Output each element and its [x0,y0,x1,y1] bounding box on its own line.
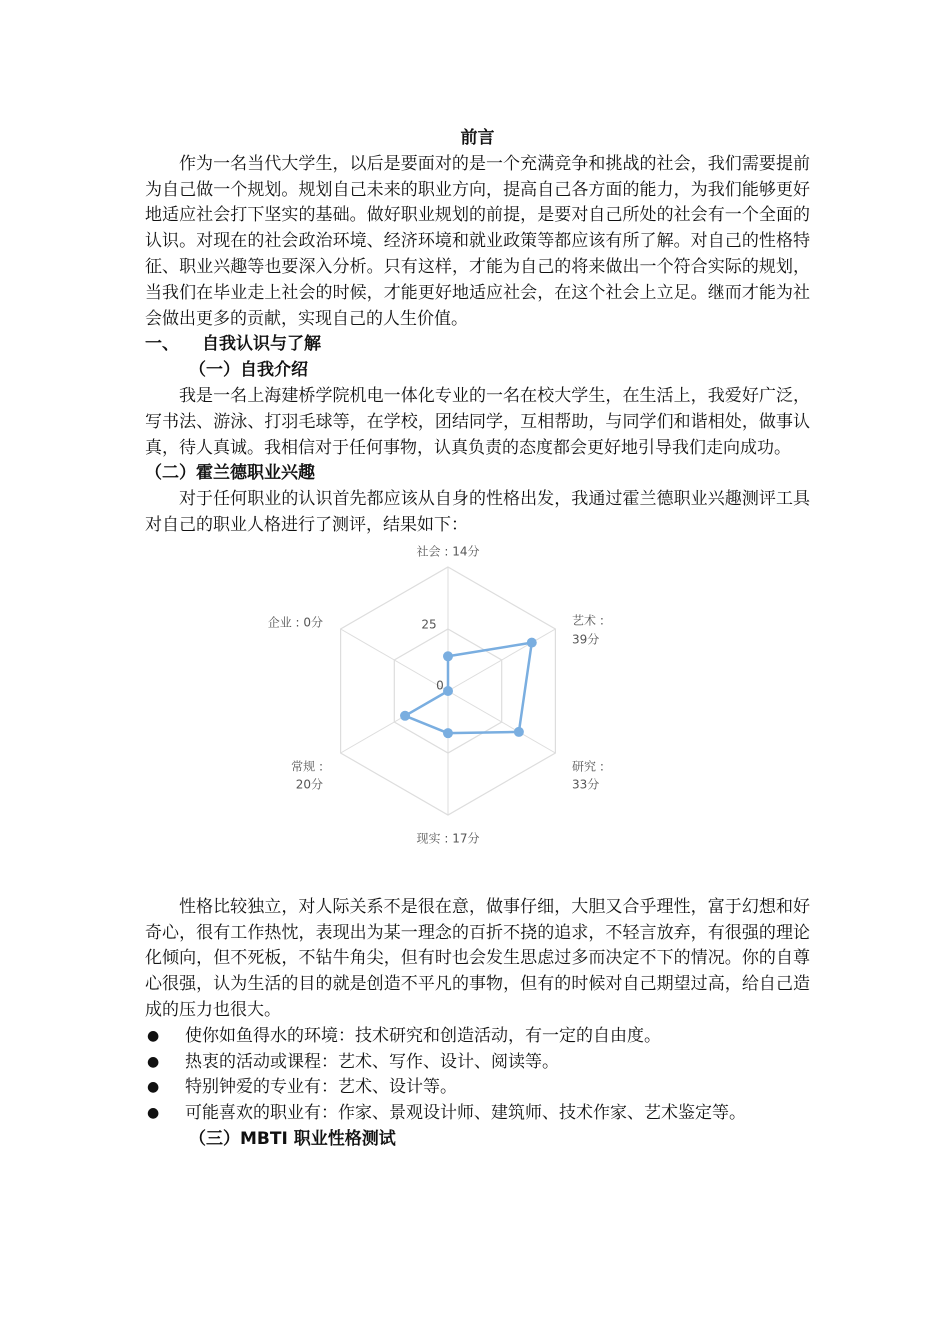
bullet-icon: ● [147,1079,160,1096]
axis-label-investigative-score: 33分 [572,777,600,792]
section-number: 一、 [145,334,179,355]
subsection-heading-mbti: （三）MBTI 职业性格测试 [189,1128,396,1149]
list-item-text: 特别钟爱的专业有：艺术、设计等。 [185,1077,457,1098]
preface-paragraph: 作为一名当代大学生，以后是要面对的是一个充满竞争和挑战的社会，我们需要提前为自己做一个规划。规划自己未来的职业方向，提高自己各方面的能力，为我们能够更好地适应社会打下坚实的基础。做好职业规划的前提，是要对自己所处的社会有一个全面的认识。对现在的社会政治环境、经济环境和就业政策等都应该有所了解。对自己的性格特征、职业兴趣等也要深入分析。只有这样，才能为自己的将来做出一个符合实际的规划，当我们在毕业走上社会的时候，才能更好地适应社会，在这个社会上立足。继而才能为社会做出更多的贡献，实现自己的人生价值。 [145,153,810,329]
axis-label-enterprising: 企业 : 0分 [267,615,323,630]
analysis-paragraph: 性格比较独立，对人际关系不是很在意，做事仔细，大胆又合乎理性，富于幻想和好奇心，很有工作热忱，表现出为某一理念的百折不挠的追求，不轻言放弃，有很强的理论化倾向，但不死板，不钻牛角尖，但有时也会发生思虑过多而决定不下的情况。你的自尊心很强，认为生活的目的就是创造不平凡的事物，但有的时候对自己期望过高，给自己造成的压力也很大。 [145,896,810,1020]
list-item [145,1024,810,1050]
bullet-icon: ● [147,1053,160,1070]
radial-tick-25: 25 [421,617,437,632]
holland-intro-paragraph: 对于任何职业的认识首先都应该从自身的性格出发，我通过霍兰德职业兴趣测评工具对自己的职业人格进行了测评，结果如下： [145,489,810,535]
radar-point-艺术 [527,637,537,647]
list-item-text: 使你如鱼得水的环境：技术研究和创造活动，有一定的自由度。 [185,1025,661,1046]
page-title: 前言 [460,128,495,148]
list-item [145,1050,810,1076]
bullet-list [145,1024,810,1127]
subsection-heading-self-intro: （一）自我介绍 [189,360,308,381]
axis-label-artistic-score: 39分 [572,632,600,647]
list-item [145,1075,810,1101]
subsection-heading-holland: （二）霍兰德职业兴趣 [145,463,315,484]
radar-chart-container [145,545,810,885]
radar-series-line [405,642,532,733]
bullet-icon: ● [147,1027,160,1044]
radar-point-社会 [443,651,453,661]
radial-tick-0: 0 [436,678,444,693]
list-item [145,1101,810,1127]
document-page [145,122,810,1153]
list-item-text: 可能喜欢的职业有：作家、景观设计师、建筑师、技术作家、艺术鉴定等。 [185,1103,746,1124]
axis-label-investigative: 研究 : [572,759,604,774]
radar-series [400,637,537,738]
list-item-text: 热衷的活动或课程：艺术、写作、设计、阅读等。 [185,1051,559,1072]
radar-point-研究 [514,727,524,737]
section-title: 自我认识与了解 [202,334,321,355]
axis-label-conventional: 常规 : [291,759,323,774]
axis-label-realistic: 现实 : 17分 [416,831,480,846]
radar-point-企业 [443,686,453,696]
axis-label-social: 社会 : 14分 [416,544,480,559]
radar-point-常规 [400,711,410,721]
axis-label-artistic: 艺术 : [572,613,604,628]
self-intro-paragraph: 我是一名上海建桥学院机电一体化专业的一名在校大学生，在生活上，我爱好广泛，写书法、游泳、打羽毛球等，在学校，团结同学，互相帮助，与同学们和谐相处，做事认真，待人真诚。我相信对于任何事物，认真负责的态度都会更好地引导我们走向成功。 [145,385,810,458]
bullet-icon: ● [147,1105,160,1122]
holland-radar-chart [237,545,717,865]
axis-label-conventional-score: 20分 [295,777,323,792]
section-heading-1 [145,332,810,358]
radar-point-现实 [443,728,453,738]
